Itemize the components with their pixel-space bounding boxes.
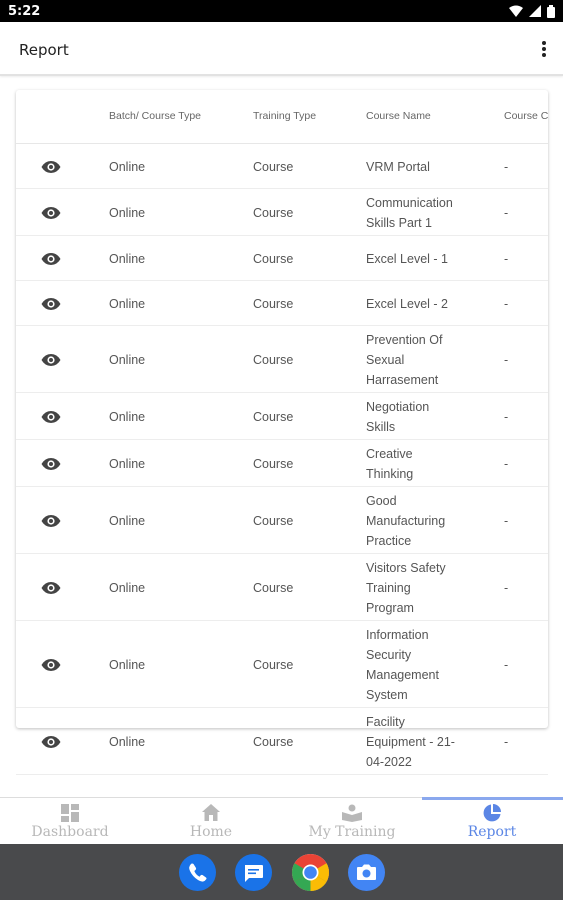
training-type-cell: Course <box>253 580 294 595</box>
status-icons <box>509 5 555 18</box>
course-name-line: Information <box>366 627 429 642</box>
table-row <box>16 236 548 281</box>
column-header-course-name: Course Name <box>366 110 431 122</box>
course-name-line: Equipment - 21- <box>366 734 455 749</box>
course-name-line: Skills <box>366 419 396 434</box>
course-name-line: System <box>366 687 408 702</box>
course-name-cell <box>366 157 471 177</box>
nav-report[interactable] <box>422 798 562 844</box>
messages-icon <box>235 854 272 891</box>
table-row <box>16 393 548 440</box>
training-type-cell: Course <box>253 456 294 471</box>
view-eye-icon[interactable] <box>41 353 61 367</box>
view-eye-icon[interactable] <box>41 252 61 266</box>
overflow-menu-button[interactable] <box>537 38 551 60</box>
batch-type-cell: Online <box>109 657 146 672</box>
report-table-card <box>16 90 549 769</box>
view-eye-icon[interactable] <box>41 581 61 595</box>
wifi-icon <box>509 5 523 17</box>
phone-icon <box>179 854 216 891</box>
course-name-line: Practice <box>366 533 412 548</box>
column-header-batch-type: Batch/ Course Type <box>109 110 202 122</box>
chrome-app-button[interactable] <box>292 854 329 891</box>
course-code-cell: - <box>504 657 509 672</box>
course-code-cell: - <box>504 456 509 471</box>
course-name-line: Facility <box>366 714 405 729</box>
course-name-cell <box>366 444 471 484</box>
course-code-cell: - <box>504 409 509 424</box>
course-name-cell <box>366 294 471 314</box>
table-row <box>16 487 548 554</box>
course-name-line: Program <box>366 600 414 615</box>
training-type-cell: Course <box>253 734 294 749</box>
view-eye-icon[interactable] <box>41 160 61 174</box>
training-type-cell: Course <box>253 352 294 367</box>
camera-app-button[interactable] <box>348 854 385 891</box>
bottom-navigation <box>0 797 563 844</box>
table-row <box>16 189 548 236</box>
view-eye-icon[interactable] <box>41 457 61 471</box>
nav-dashboard[interactable] <box>0 798 140 844</box>
batch-type-cell: Online <box>109 580 146 595</box>
batch-type-cell: Online <box>109 409 146 424</box>
course-name-line: Management <box>366 667 439 682</box>
table-row <box>16 621 548 708</box>
system-dock <box>0 844 563 900</box>
nav-my-training-label: My Training <box>308 824 396 840</box>
signal-icon <box>529 5 541 17</box>
course-name-line: VRM Portal <box>366 159 430 174</box>
course-name-line: Prevention Of <box>366 332 443 347</box>
view-eye-icon[interactable] <box>41 658 61 672</box>
table-row <box>16 281 548 326</box>
table-row <box>16 554 548 621</box>
training-icon <box>342 804 362 822</box>
course-code-cell: - <box>504 513 509 528</box>
course-code-cell: - <box>504 734 509 749</box>
course-name-cell <box>366 558 471 618</box>
course-name-cell <box>366 712 471 772</box>
batch-type-cell: Online <box>109 205 146 220</box>
table-row <box>16 144 548 189</box>
course-code-cell: - <box>504 352 509 367</box>
course-name-line: Sexual <box>366 352 405 367</box>
course-name-line: Manufacturing <box>366 513 446 528</box>
course-name-line: Communication <box>366 195 453 210</box>
course-name-line: Excel Level - 2 <box>366 296 448 311</box>
training-type-cell: Course <box>253 409 294 424</box>
course-name-line: Security <box>366 647 412 662</box>
training-type-cell: Course <box>253 513 294 528</box>
view-eye-icon[interactable] <box>41 735 61 749</box>
table-header <box>16 90 548 144</box>
course-name-cell <box>366 625 471 705</box>
batch-type-cell: Online <box>109 734 146 749</box>
table-row <box>16 326 548 393</box>
course-name-line: Skills Part 1 <box>366 215 432 230</box>
course-name-line: Negotiation <box>366 399 430 414</box>
course-name-cell <box>366 330 471 390</box>
course-code-cell: - <box>504 159 509 174</box>
app-bar <box>0 22 563 76</box>
course-name-line: Thinking <box>366 466 414 481</box>
course-name-line: Visitors Safety <box>366 560 446 575</box>
status-bar <box>0 0 563 22</box>
nav-report-label: Report <box>467 824 517 840</box>
view-eye-icon[interactable] <box>41 206 61 220</box>
home-icon <box>202 804 220 821</box>
training-type-cell: Course <box>253 296 294 311</box>
nav-home[interactable] <box>141 798 281 844</box>
nav-my-training[interactable] <box>282 798 422 844</box>
dashboard-icon <box>61 804 79 822</box>
course-name-cell <box>366 397 471 437</box>
pie-chart-icon <box>483 804 501 822</box>
nav-dashboard-label: Dashboard <box>31 824 109 840</box>
batch-type-cell: Online <box>109 352 146 367</box>
training-type-cell: Course <box>253 251 294 266</box>
course-name-line: Harrasement <box>366 372 439 387</box>
batch-type-cell: Online <box>109 513 146 528</box>
course-name-line: Training <box>366 580 411 595</box>
training-type-cell: Course <box>253 159 294 174</box>
batch-type-cell: Online <box>109 296 146 311</box>
column-header-training-type: Training Type <box>253 110 317 122</box>
table-row <box>16 708 548 775</box>
course-name-line: Excel Level - 1 <box>366 251 448 266</box>
training-type-cell: Course <box>253 205 294 220</box>
course-name-cell <box>366 249 471 269</box>
course-name-cell <box>366 193 471 233</box>
batch-type-cell: Online <box>109 251 146 266</box>
course-name-line: Creative <box>366 446 413 461</box>
batch-type-cell: Online <box>109 159 146 174</box>
nav-home-label: Home <box>189 824 233 840</box>
column-header-course-code: Course C <box>504 110 549 122</box>
course-name-cell <box>366 491 471 551</box>
phone-app-button[interactable] <box>179 854 216 891</box>
course-code-cell: - <box>504 580 509 595</box>
page-title: Report <box>19 41 69 59</box>
course-code-cell: - <box>504 296 509 311</box>
course-name-line: Good <box>366 493 397 508</box>
course-code-cell: - <box>504 251 509 266</box>
batch-type-cell: Online <box>109 456 146 471</box>
view-eye-icon[interactable] <box>41 297 61 311</box>
view-eye-icon[interactable] <box>41 514 61 528</box>
messages-app-button[interactable] <box>235 854 272 891</box>
course-code-cell: - <box>504 205 509 220</box>
course-name-line: 04-2022 <box>366 754 412 769</box>
status-time: 5:22 <box>8 3 41 19</box>
battery-icon <box>547 5 555 18</box>
view-eye-icon[interactable] <box>41 410 61 424</box>
chrome-icon <box>292 854 329 891</box>
camera-icon <box>348 854 385 891</box>
table-row <box>16 440 548 487</box>
more-vert-icon <box>542 41 546 45</box>
training-type-cell: Course <box>253 657 294 672</box>
